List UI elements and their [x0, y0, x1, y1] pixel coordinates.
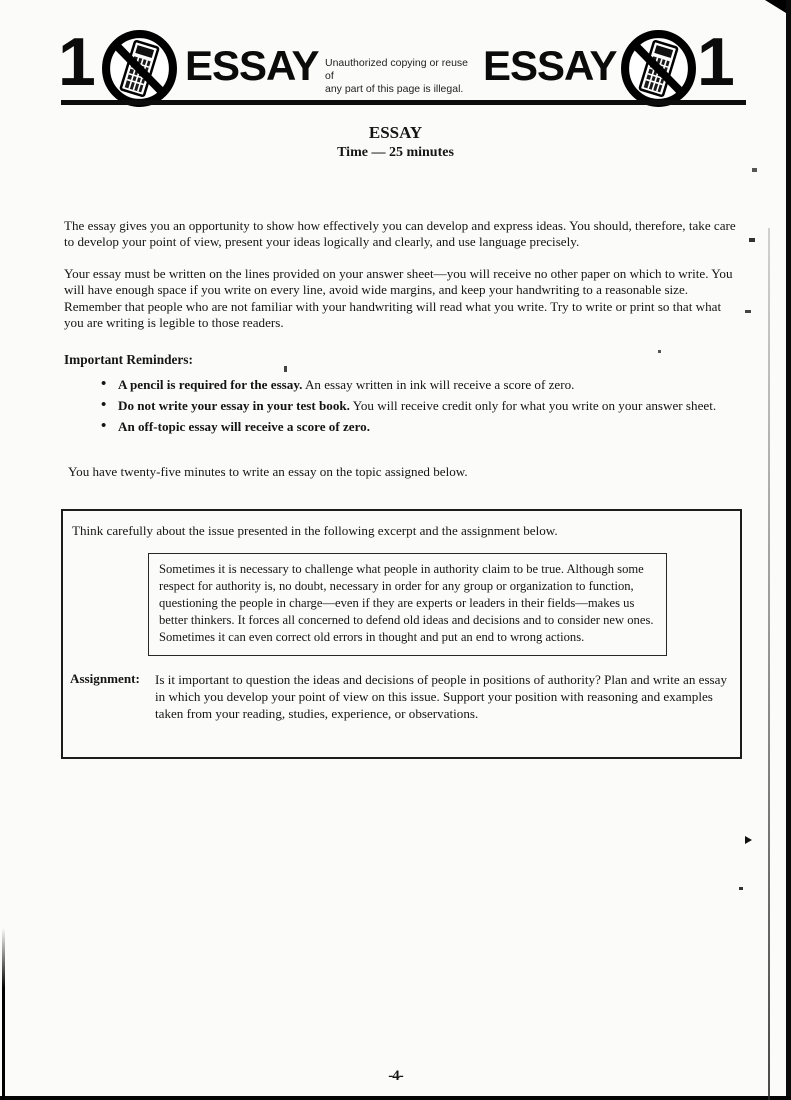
- assignment-label: Assignment:: [70, 671, 140, 686]
- scan-edge-left: [2, 928, 5, 1100]
- scan-speck: [284, 366, 287, 372]
- assignment-text: Is it important to question the ideas and decisions of people in positions of authority? Plan and write an essay in which you develop your point of view on this issue. Support your position with reasoning and examples taken from your reading, studies, experience, or observations.: [155, 672, 728, 721]
- time-limit: Time — 25 minutes: [337, 145, 454, 160]
- reminder-rest-text: An essay written in ink will receive a score of zero.: [302, 377, 575, 392]
- copyright-notice: [325, 57, 475, 96]
- scan-speck: [745, 836, 752, 844]
- scan-speck: [745, 310, 751, 313]
- scan-corner-artifact: [765, 0, 786, 13]
- header-essay-label-right: ESSAY: [483, 42, 617, 89]
- reminders-heading: Important Reminders:: [64, 352, 193, 367]
- section-number-left: 1: [58, 24, 96, 100]
- reminder-item: [99, 419, 719, 436]
- title-block: [0, 124, 791, 161]
- copyright-line-2: any part of this page is illegal.: [325, 83, 464, 95]
- excerpt-box: Sometimes it is necessary to challenge what people in authority claim to be true. Although some respect for authority is, no doubt, necessary in order for any group or organization to function, questioning the people in charge—even if they are experts or leaders in their fields—makes us better thinkers. It forces all concerned to defend old ideas and decisions and to consider new ones. Sometimes it can even correct old errors in thought and put an end to wrong actions.: [148, 553, 667, 656]
- prompt-instruction: Think carefully about the issue presented in the following excerpt and the assignment below.: [72, 523, 558, 538]
- scan-speck: [752, 168, 757, 172]
- scan-speck: [658, 350, 661, 353]
- reminder-bold-text: A pencil is required for the essay.: [118, 377, 303, 392]
- page-number: -4-: [388, 1068, 403, 1084]
- header-essay-label-left: ESSAY: [185, 42, 319, 89]
- time-note: You have twenty-five minutes to write an essay on the topic assigned below.: [68, 464, 468, 479]
- scan-edge-right: [786, 0, 791, 1100]
- header-divider-rule: [61, 100, 746, 105]
- scan-speck: [749, 238, 755, 242]
- copyright-line-1: Unauthorized copying or reuse of: [325, 57, 469, 82]
- no-calculator-icon: [620, 30, 697, 107]
- scan-edge-bottom: [0, 1096, 791, 1100]
- scan-speck: [739, 887, 743, 890]
- no-calculator-icon: [101, 30, 178, 107]
- intro-paragraph-2: Your essay must be written on the lines provided on your answer sheet—you will receive no other paper on which to write. You will have enough space if you write on every line, avoid wide margins, and keep your handwriting to a reasonable size. Remember that people who are not familiar with your handwriting will read what you write. Try to write or print so that what you are writing is legible to those readers.: [64, 266, 733, 330]
- reminder-bold-text: Do not write your essay in your test book.: [118, 398, 350, 414]
- page-title: ESSAY: [368, 123, 423, 142]
- intro-paragraph-1: The essay gives you an opportunity to show how effectively you can develop and express ideas. You should, therefore, take care to develop your point of view, present your ideas logically and clearly, and use language precisely.: [64, 218, 736, 250]
- scan-artifact-line: [768, 228, 770, 1100]
- reminder-bold-text: An off-topic essay will receive a score of zero.: [118, 419, 370, 435]
- reminder-item: [99, 377, 719, 394]
- essay-prompt-box: [61, 509, 742, 759]
- reminders-list: [99, 377, 719, 440]
- reminder-rest-text: You will receive credit only for what you write on your answer sheet.: [349, 398, 717, 414]
- section-number-right: 1: [697, 24, 735, 100]
- reminder-item: [99, 398, 719, 415]
